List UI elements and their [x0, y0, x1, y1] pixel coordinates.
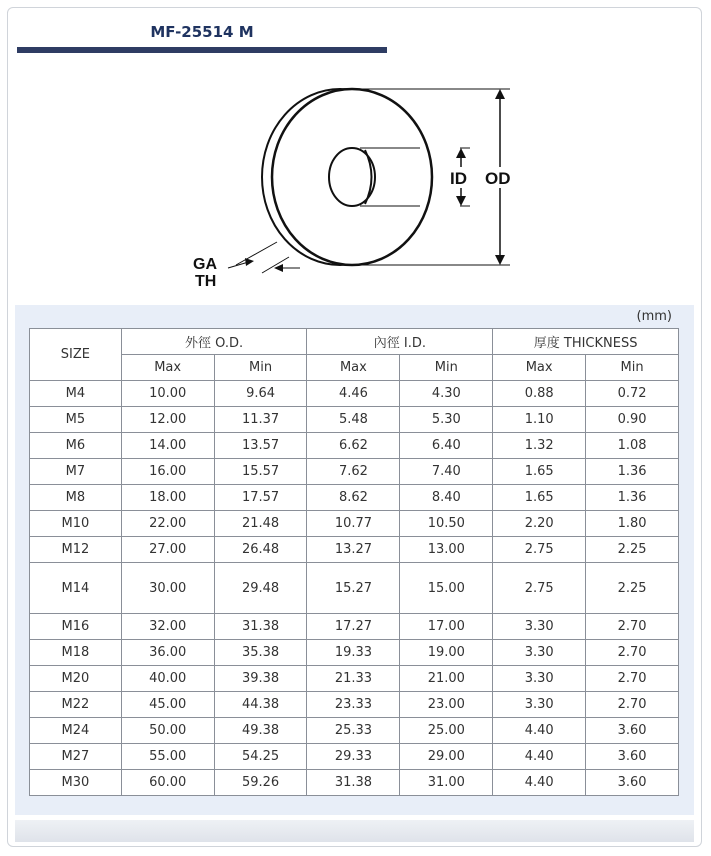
- value-cell: 4.46: [307, 381, 400, 407]
- value-cell: 17.00: [400, 614, 493, 640]
- value-cell: 3.30: [493, 614, 586, 640]
- value-cell: 1.08: [586, 433, 679, 459]
- value-cell: 31.00: [400, 770, 493, 796]
- value-cell: 44.38: [214, 692, 307, 718]
- value-cell: 2.20: [493, 511, 586, 537]
- value-cell: 14.00: [121, 433, 214, 459]
- value-cell: 30.00: [121, 563, 214, 614]
- value-cell: 1.36: [586, 485, 679, 511]
- value-cell: 17.27: [307, 614, 400, 640]
- value-cell: 6.40: [400, 433, 493, 459]
- value-cell: 13.27: [307, 537, 400, 563]
- value-cell: 23.00: [400, 692, 493, 718]
- value-cell: 4.30: [400, 381, 493, 407]
- value-cell: 1.32: [493, 433, 586, 459]
- size-cell: M7: [30, 459, 122, 485]
- value-cell: 45.00: [121, 692, 214, 718]
- value-cell: 49.38: [214, 718, 307, 744]
- value-cell: 15.00: [400, 563, 493, 614]
- value-cell: 15.57: [214, 459, 307, 485]
- size-cell: M6: [30, 433, 122, 459]
- table-row: [30, 770, 679, 796]
- value-cell: 21.33: [307, 666, 400, 692]
- value-cell: 39.38: [214, 666, 307, 692]
- value-cell: 11.37: [214, 407, 307, 433]
- value-cell: 31.38: [214, 614, 307, 640]
- value-cell: 15.27: [307, 563, 400, 614]
- value-cell: 5.30: [400, 407, 493, 433]
- title-section: [17, 19, 387, 55]
- value-cell: 31.38: [307, 770, 400, 796]
- footer-bar: [15, 820, 694, 842]
- value-cell: 22.00: [121, 511, 214, 537]
- value-cell: 19.00: [400, 640, 493, 666]
- size-cell: M30: [30, 770, 122, 796]
- value-cell: 3.30: [493, 666, 586, 692]
- value-cell: 23.33: [307, 692, 400, 718]
- value-cell: 10.00: [121, 381, 214, 407]
- value-cell: 0.90: [586, 407, 679, 433]
- value-cell: 19.33: [307, 640, 400, 666]
- sub-header-min: Min: [400, 355, 493, 381]
- value-cell: 25.00: [400, 718, 493, 744]
- table-row: [30, 614, 679, 640]
- value-cell: 60.00: [121, 770, 214, 796]
- ga-label: GA: [193, 256, 217, 273]
- value-cell: 5.48: [307, 407, 400, 433]
- value-cell: 2.70: [586, 666, 679, 692]
- table-row: [30, 511, 679, 537]
- table-subheader-row: [30, 355, 679, 381]
- table-row: [30, 407, 679, 433]
- size-cell: M4: [30, 381, 122, 407]
- value-cell: 50.00: [121, 718, 214, 744]
- size-cell: M10: [30, 511, 122, 537]
- value-cell: 1.80: [586, 511, 679, 537]
- value-cell: 18.00: [121, 485, 214, 511]
- od-group-header: 外徑 O.D.: [121, 329, 307, 355]
- value-cell: 16.00: [121, 459, 214, 485]
- value-cell: 3.30: [493, 692, 586, 718]
- value-cell: 1.10: [493, 407, 586, 433]
- value-cell: 10.77: [307, 511, 400, 537]
- table-row: [30, 744, 679, 770]
- thickness-group-header: 厚度 THICKNESS: [493, 329, 679, 355]
- thickness-dimension: [193, 242, 300, 290]
- th-label: TH: [195, 273, 217, 290]
- value-cell: 32.00: [121, 614, 214, 640]
- value-cell: 9.64: [214, 381, 307, 407]
- size-cell: M16: [30, 614, 122, 640]
- od-label: OD: [485, 169, 511, 188]
- value-cell: 55.00: [121, 744, 214, 770]
- value-cell: 2.75: [493, 537, 586, 563]
- value-cell: 36.00: [121, 640, 214, 666]
- table-row: [30, 563, 679, 614]
- value-cell: 4.40: [493, 718, 586, 744]
- size-cell: M8: [30, 485, 122, 511]
- value-cell: 1.65: [493, 459, 586, 485]
- value-cell: 0.88: [493, 381, 586, 407]
- sub-header-max: Max: [493, 355, 586, 381]
- size-cell: M14: [30, 563, 122, 614]
- sub-header-max: Max: [121, 355, 214, 381]
- value-cell: 3.30: [493, 640, 586, 666]
- value-cell: 3.60: [586, 744, 679, 770]
- washer-drawing: [170, 75, 530, 295]
- value-cell: 26.48: [214, 537, 307, 563]
- table-row: [30, 381, 679, 407]
- table-row: [30, 640, 679, 666]
- washer-hole: [329, 148, 375, 206]
- table-header-row: [30, 329, 679, 355]
- value-cell: 2.75: [493, 563, 586, 614]
- table-row: [30, 485, 679, 511]
- value-cell: 7.40: [400, 459, 493, 485]
- value-cell: 29.33: [307, 744, 400, 770]
- size-cell: M20: [30, 666, 122, 692]
- value-cell: 2.70: [586, 614, 679, 640]
- sub-header-max: Max: [307, 355, 400, 381]
- value-cell: 12.00: [121, 407, 214, 433]
- sub-header-min: Min: [586, 355, 679, 381]
- size-cell: M5: [30, 407, 122, 433]
- value-cell: 54.25: [214, 744, 307, 770]
- size-header: SIZE: [30, 329, 122, 381]
- table-row: [30, 666, 679, 692]
- value-cell: 21.00: [400, 666, 493, 692]
- value-cell: 4.40: [493, 744, 586, 770]
- table-row: [30, 718, 679, 744]
- value-cell: 17.57: [214, 485, 307, 511]
- size-cell: M27: [30, 744, 122, 770]
- table-body: [30, 381, 679, 796]
- value-cell: 29.48: [214, 563, 307, 614]
- size-cell: M24: [30, 718, 122, 744]
- value-cell: 3.60: [586, 770, 679, 796]
- value-cell: 13.00: [400, 537, 493, 563]
- value-cell: 1.65: [493, 485, 586, 511]
- value-cell: 3.60: [586, 718, 679, 744]
- value-cell: 59.26: [214, 770, 307, 796]
- value-cell: 25.33: [307, 718, 400, 744]
- value-cell: 2.25: [586, 537, 679, 563]
- value-cell: 1.36: [586, 459, 679, 485]
- value-cell: 0.72: [586, 381, 679, 407]
- title-underline: [17, 47, 387, 53]
- size-cell: M22: [30, 692, 122, 718]
- value-cell: 8.62: [307, 485, 400, 511]
- value-cell: 2.70: [586, 692, 679, 718]
- value-cell: 6.62: [307, 433, 400, 459]
- value-cell: 2.25: [586, 563, 679, 614]
- size-cell: M18: [30, 640, 122, 666]
- value-cell: 13.57: [214, 433, 307, 459]
- size-cell: M12: [30, 537, 122, 563]
- table-row: [30, 692, 679, 718]
- unit-label: (mm): [636, 309, 672, 324]
- page-title: MF-25514 M: [150, 23, 254, 41]
- spec-table: [29, 328, 679, 796]
- value-cell: 35.38: [214, 640, 307, 666]
- sub-header-min: Min: [214, 355, 307, 381]
- value-cell: 27.00: [121, 537, 214, 563]
- value-cell: 21.48: [214, 511, 307, 537]
- spec-table-area: [15, 305, 694, 815]
- table-row: [30, 433, 679, 459]
- value-cell: 40.00: [121, 666, 214, 692]
- table-row: [30, 537, 679, 563]
- value-cell: 4.40: [493, 770, 586, 796]
- table-row: [30, 459, 679, 485]
- value-cell: 8.40: [400, 485, 493, 511]
- id-label: ID: [450, 169, 467, 188]
- value-cell: 10.50: [400, 511, 493, 537]
- id-group-header: 內徑 I.D.: [307, 329, 493, 355]
- value-cell: 29.00: [400, 744, 493, 770]
- value-cell: 7.62: [307, 459, 400, 485]
- value-cell: 2.70: [586, 640, 679, 666]
